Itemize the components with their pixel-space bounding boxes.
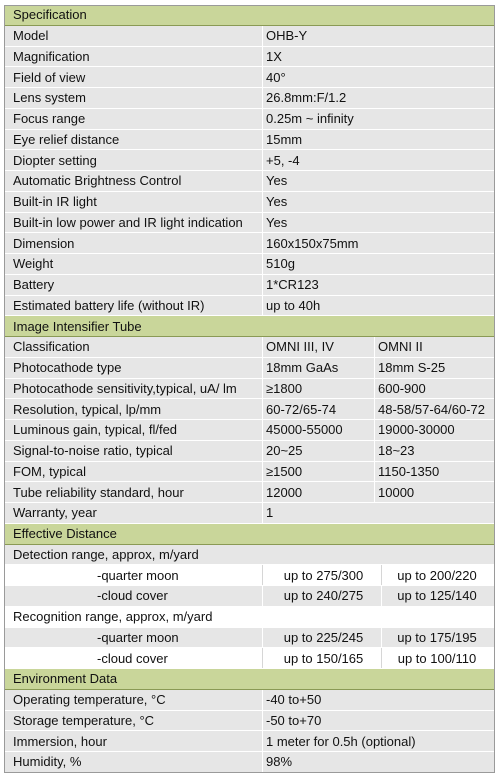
tube-value-omni-3-4: 45000-55000 xyxy=(266,422,343,438)
spec-row xyxy=(4,171,495,192)
tube-row xyxy=(4,379,495,400)
detection-heading-row xyxy=(4,545,495,566)
spec-label: Diopter setting xyxy=(13,152,97,168)
tube-value-omni-2: 600-900 xyxy=(378,380,426,396)
spec-label: Model xyxy=(13,28,49,44)
condition-label: -cloud cover xyxy=(97,588,168,604)
spec-row xyxy=(4,213,495,234)
env-row xyxy=(4,752,495,773)
spec-label: Automatic Brightness Control xyxy=(13,173,182,189)
spec-label: Built-in low power and IR light indication xyxy=(13,214,243,230)
env-row xyxy=(4,711,495,732)
section-title: Specification xyxy=(13,7,87,23)
spec-sheet xyxy=(4,5,495,773)
spec-row xyxy=(4,88,495,109)
tube-value-omni-3-4: 18mm GaAs xyxy=(266,360,339,376)
tube-row xyxy=(4,462,495,483)
tube-value-omni-2: 1150-1350 xyxy=(378,463,440,479)
warranty-label: Warranty, year xyxy=(13,505,97,521)
warranty-value: 1 xyxy=(266,505,274,521)
spec-value: 1X xyxy=(266,48,282,64)
tube-label: Classification xyxy=(13,339,90,355)
tube-row xyxy=(4,441,495,462)
tube-value-omni-3-4: ≥1500 xyxy=(266,463,303,479)
tube-value-omni-2: 18~23 xyxy=(378,443,415,459)
spec-row xyxy=(4,67,495,88)
spec-row xyxy=(4,192,495,213)
env-label: Humidity, % xyxy=(13,754,82,770)
spec-value: 510g xyxy=(266,256,295,272)
tube-label: FOM, typical xyxy=(13,463,86,479)
spec-value: 0.25m ~ infinity xyxy=(266,111,354,127)
tube-value-omni-3-4: ≥1800 xyxy=(266,380,303,396)
spec-row xyxy=(4,233,495,254)
condition-label: -quarter moon xyxy=(97,629,179,645)
spec-value: 160x150x75mm xyxy=(266,235,359,251)
spec-label: Built-in IR light xyxy=(13,194,97,210)
spec-value: up to 40h xyxy=(266,297,321,313)
recognition-heading-row xyxy=(4,607,495,628)
tube-row xyxy=(4,337,495,358)
tube-value-omni-2: 10000 xyxy=(378,484,415,500)
spec-label: Focus range xyxy=(13,111,86,127)
tube-label: Resolution, typical, lp/mm xyxy=(13,401,162,417)
distance-value-omni-3-4: up to 240/275 xyxy=(283,588,364,604)
distance-value-omni-2: up to 125/140 xyxy=(397,588,477,604)
tube-label: Tube reliability standard, hour xyxy=(13,484,184,500)
recognition-heading: Recognition range, approx, m/yard xyxy=(13,609,213,625)
spec-value: Yes xyxy=(266,214,288,230)
env-row xyxy=(4,731,495,752)
tube-label: Luminous gain, typical, fl/fed xyxy=(13,422,178,438)
distance-value-omni-3-4: up to 150/165 xyxy=(283,650,364,666)
spec-value: +5, -4 xyxy=(266,152,300,168)
tube-row xyxy=(4,482,495,503)
spec-label: Lens system xyxy=(13,90,86,106)
env-label: Operating temperature, °C xyxy=(13,692,166,708)
section-header-environment xyxy=(4,669,495,690)
spec-row xyxy=(4,47,495,68)
spec-label: Weight xyxy=(13,256,54,272)
spec-label: Dimension xyxy=(13,235,75,251)
tube-label: Photocathode sensitivity,typical, uA/ lm xyxy=(13,380,237,396)
spec-value: 40° xyxy=(266,69,286,85)
distance-value-omni-3-4: up to 275/300 xyxy=(283,567,364,583)
tube-value-omni-2: 18mm S-25 xyxy=(378,360,446,376)
spec-value: Yes xyxy=(266,194,288,210)
spec-value: Yes xyxy=(266,173,288,189)
spec-label: Field of view xyxy=(13,69,86,85)
distance-value-omni-2: up to 175/195 xyxy=(397,629,477,645)
spec-row xyxy=(4,296,495,317)
spec-row xyxy=(4,130,495,151)
distance-value-omni-2: up to 200/220 xyxy=(397,567,477,583)
env-label: Storage temperature, °C xyxy=(13,712,155,728)
tube-value-omni-3-4: 20~25 xyxy=(266,443,303,459)
spec-row xyxy=(4,150,495,171)
section-title: Environment Data xyxy=(13,671,118,687)
distance-row xyxy=(4,565,495,586)
env-value: -40 to+50 xyxy=(266,692,322,708)
section-header-tube xyxy=(4,316,495,337)
section-title: Image Intensifier Tube xyxy=(13,318,142,334)
tube-value-omni-2: 48-58/57-64/60-72 xyxy=(378,401,485,417)
env-label: Immersion, hour xyxy=(13,733,107,749)
detection-heading: Detection range, approx, m/yard xyxy=(13,546,199,562)
tube-value-omni-3-4: 60-72/65-74 xyxy=(266,401,337,417)
tube-label: Signal-to-noise ratio, typical xyxy=(13,443,173,459)
spec-row xyxy=(4,26,495,47)
spec-label: Battery xyxy=(13,277,55,293)
section-title: Effective Distance xyxy=(13,526,117,542)
spec-label: Eye relief distance xyxy=(13,131,120,147)
spec-label: Magnification xyxy=(13,48,90,64)
distance-row xyxy=(4,586,495,607)
spec-value: 1*CR123 xyxy=(266,277,319,293)
tube-value-omni-3-4: OMNI III, IV xyxy=(266,339,334,355)
tube-row xyxy=(4,358,495,379)
env-row xyxy=(4,690,495,711)
spec-value: 15mm xyxy=(266,131,303,147)
tube-row xyxy=(4,420,495,441)
env-value: 1 meter for 0.5h (optional) xyxy=(266,733,416,749)
distance-row xyxy=(4,648,495,669)
distance-value-omni-3-4: up to 225/245 xyxy=(283,629,364,645)
tube-value-omni-2: OMNI II xyxy=(378,339,423,355)
tube-value-omni-3-4: 12000 xyxy=(266,484,303,500)
spec-value: 26.8mm:F/1.2 xyxy=(266,90,347,106)
tube-value-omni-2: 19000-30000 xyxy=(378,422,455,438)
env-value: -50 to+70 xyxy=(266,712,322,728)
tube-row xyxy=(4,399,495,420)
condition-label: -quarter moon xyxy=(97,567,179,583)
spec-row xyxy=(4,254,495,275)
spec-label: Estimated battery life (without IR) xyxy=(13,297,205,313)
spec-row xyxy=(4,275,495,296)
spec-row xyxy=(4,109,495,130)
distance-row xyxy=(4,628,495,649)
distance-value-omni-2: up to 100/110 xyxy=(397,650,477,666)
section-header-distance xyxy=(4,524,495,545)
condition-label: -cloud cover xyxy=(97,650,168,666)
spec-value: OHB-Y xyxy=(266,28,308,44)
env-value: 98% xyxy=(266,754,293,770)
section-header-specification xyxy=(4,5,495,26)
tube-label: Photocathode type xyxy=(13,360,122,376)
warranty-row xyxy=(4,503,495,524)
